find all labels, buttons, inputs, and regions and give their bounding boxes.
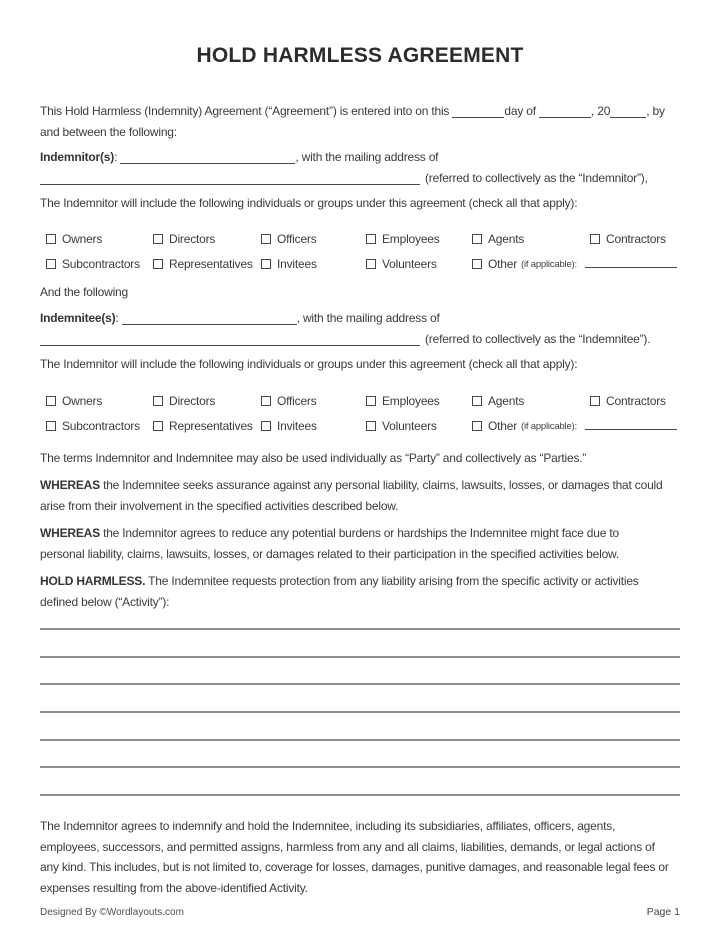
whereas-2-line-1: the Indemnitor agrees to reduce any potential burdens or hardships the Indemnitee might face due to <box>99 526 619 540</box>
activity-writing-line[interactable] <box>40 658 680 686</box>
check-intro-text: The Indemnitor will include the following individuals or groups under this agreement (check all that apply): <box>40 196 578 210</box>
checkbox-icon <box>261 421 271 431</box>
check-intro-text: The Indemnitor will include the following individuals or groups under this agreement (check all that apply): <box>40 357 578 371</box>
terms-paragraph: The terms Indemnitor and Indemnitee may also be used individually as “Party” and collectively as “Parties.” <box>40 450 587 465</box>
activity-lines <box>40 612 680 796</box>
date-day-blank[interactable] <box>452 105 504 118</box>
checkbox-contractors[interactable]: Contractors <box>590 233 680 245</box>
indemnitor-check-intro <box>40 193 680 214</box>
checkbox-icon <box>472 421 482 431</box>
activity-writing-line[interactable] <box>40 741 680 769</box>
indemnitor-other-blank[interactable] <box>585 258 677 268</box>
checkbox-other[interactable]: Other (if applicable): <box>472 420 680 433</box>
activity-writing-line[interactable] <box>40 768 680 796</box>
indemnitor-referred-text: (referred to collectively as the “Indemnitor”), <box>425 170 648 185</box>
intro-paragraph <box>40 101 680 142</box>
checkbox-icon <box>153 234 163 244</box>
document-title: HOLD HARMLESS AGREEMENT <box>196 44 524 67</box>
checkbox-icon <box>261 259 271 269</box>
checkbox-row-1 <box>46 389 680 414</box>
checkbox-employees[interactable]: Employees <box>366 395 472 407</box>
checkbox-subcontractors[interactable]: Subcontractors <box>46 420 153 432</box>
checkbox-volunteers[interactable]: Volunteers <box>366 258 472 270</box>
checkbox-icon <box>153 259 163 269</box>
checkbox-officers[interactable]: Officers <box>261 233 366 245</box>
checkbox-invitees[interactable]: Invitees <box>261 420 366 432</box>
hold-harmless-lead: HOLD HARMLESS. <box>40 574 146 588</box>
checkbox-icon <box>153 396 163 406</box>
checkbox-icon <box>366 396 376 406</box>
indemnitee-section <box>40 308 680 349</box>
hold-harmless-line-1: The Indemnitee requests protection from any liability arising from the specific activity or activities <box>145 574 639 588</box>
checkbox-icon <box>153 421 163 431</box>
checkbox-officers[interactable]: Officers <box>261 395 366 407</box>
date-year-blank[interactable] <box>610 105 646 118</box>
date-month-blank[interactable] <box>539 105 591 118</box>
checkbox-row-2 <box>46 414 680 439</box>
page-footer <box>40 906 680 918</box>
indemnitee-referred-text: (referred to collectively as the “Indemnitee”). <box>425 331 651 346</box>
indemnitor-after-text: , with the mailing address of <box>295 150 439 164</box>
other-suffix-label: (if applicable): <box>521 420 577 432</box>
closing-line-3: any kind. This includes, but is not limited to, coverage for losses, damages, punitive damages, and reasonable legal fees or <box>40 860 669 875</box>
activity-writing-line[interactable] <box>40 612 680 630</box>
checkbox-icon <box>366 421 376 431</box>
intro-text-4: , by <box>646 104 665 118</box>
checkbox-agents[interactable]: Agents <box>472 233 590 245</box>
indemnitor-checkbox-group <box>40 227 680 277</box>
indemnitee-colon: : <box>115 311 122 325</box>
checkbox-directors[interactable]: Directors <box>153 395 261 407</box>
indemnitor-colon: : <box>114 150 121 164</box>
whereas-lead: WHEREAS <box>40 478 100 492</box>
designed-by-credit: Designed By ©Wordlayouts.com <box>40 907 184 918</box>
checkbox-employees[interactable]: Employees <box>366 233 472 245</box>
intro-text-2: day of <box>504 104 539 118</box>
intro-text-3: , 20 <box>591 104 611 118</box>
activity-writing-line[interactable] <box>40 685 680 713</box>
whereas-lead: WHEREAS <box>40 526 100 540</box>
page-number: Page 1 <box>646 906 680 918</box>
checkbox-representatives[interactable]: Representatives <box>153 420 261 432</box>
indemnitor-address-blank[interactable] <box>40 172 420 185</box>
checkbox-owners[interactable]: Owners <box>46 233 153 245</box>
checkbox-directors[interactable]: Directors <box>153 233 261 245</box>
closing-line-1: The Indemnitor agrees to indemnify and hold the Indemnitee, including its subsidiaries, affiliates, officers, agents, <box>40 819 616 834</box>
checkbox-icon <box>472 259 482 269</box>
whereas-1-paragraph <box>40 475 680 516</box>
indemnitor-section <box>40 147 680 188</box>
checkbox-icon <box>46 234 56 244</box>
checkbox-icon <box>261 234 271 244</box>
checkbox-row-1 <box>46 227 680 252</box>
checkbox-icon <box>590 234 600 244</box>
checkbox-row-2 <box>46 252 680 277</box>
checkbox-owners[interactable]: Owners <box>46 395 153 407</box>
checkbox-contractors[interactable]: Contractors <box>590 395 680 407</box>
checkbox-icon <box>366 234 376 244</box>
indemnitee-name-blank[interactable] <box>122 312 297 325</box>
checkbox-icon <box>261 396 271 406</box>
checkbox-other[interactable]: Other (if applicable): <box>472 258 680 271</box>
and-following-text: And the following <box>40 284 128 299</box>
checkbox-icon <box>46 396 56 406</box>
intro-text-1: This Hold Harmless (Indemnity) Agreement (“Agreement”) is entered into on this <box>40 104 453 118</box>
closing-paragraph <box>40 816 680 898</box>
checkbox-invitees[interactable]: Invitees <box>261 258 366 270</box>
indemnitee-checkbox-group <box>40 389 680 439</box>
checkbox-icon <box>472 234 482 244</box>
closing-line-4: expenses resulting from the above-identified Activity. <box>40 880 308 895</box>
activity-writing-line[interactable] <box>40 713 680 741</box>
indemnitee-after-text: , with the mailing address of <box>296 311 440 325</box>
whereas-2-paragraph <box>40 523 680 564</box>
hold-harmless-paragraph <box>40 571 680 612</box>
activity-writing-line[interactable] <box>40 630 680 658</box>
indemnitee-address-blank[interactable] <box>40 333 420 346</box>
indemnitor-label: Indemnitor(s) <box>40 150 115 164</box>
intro-text-5: and between the following: <box>40 124 177 139</box>
whereas-2-line-2: personal liability, claims, lawsuits, losses, or damages related to their participation in the specified activities below. <box>40 546 619 561</box>
checkbox-icon <box>366 259 376 269</box>
closing-line-2: employees, successors, and permitted assigns, harmless from any and all claims, liabilities, demands, or legal actions of <box>40 839 655 854</box>
indemnitee-check-intro <box>40 354 680 375</box>
checkbox-icon <box>590 396 600 406</box>
checkbox-subcontractors[interactable]: Subcontractors <box>46 258 153 270</box>
indemnitee-label: Indemnitee(s) <box>40 311 116 325</box>
other-suffix-label: (if applicable): <box>521 258 577 270</box>
whereas-1-line-2: arise from their involvement in the specified activities described below. <box>40 498 399 513</box>
checkbox-icon <box>46 259 56 269</box>
checkbox-volunteers[interactable]: Volunteers <box>366 420 472 432</box>
whereas-1-line-1: the Indemnitee seeks assurance against any personal liability, claims, lawsuits, losses, or damages that could <box>99 478 663 492</box>
hold-harmless-line-2: defined below (“Activity”): <box>40 594 170 609</box>
checkbox-agents[interactable]: Agents <box>472 395 590 407</box>
indemnitor-name-blank[interactable] <box>120 151 295 164</box>
checkbox-representatives[interactable]: Representatives <box>153 258 261 270</box>
checkbox-icon <box>46 421 56 431</box>
checkbox-icon <box>472 396 482 406</box>
indemnitee-other-blank[interactable] <box>585 420 677 430</box>
